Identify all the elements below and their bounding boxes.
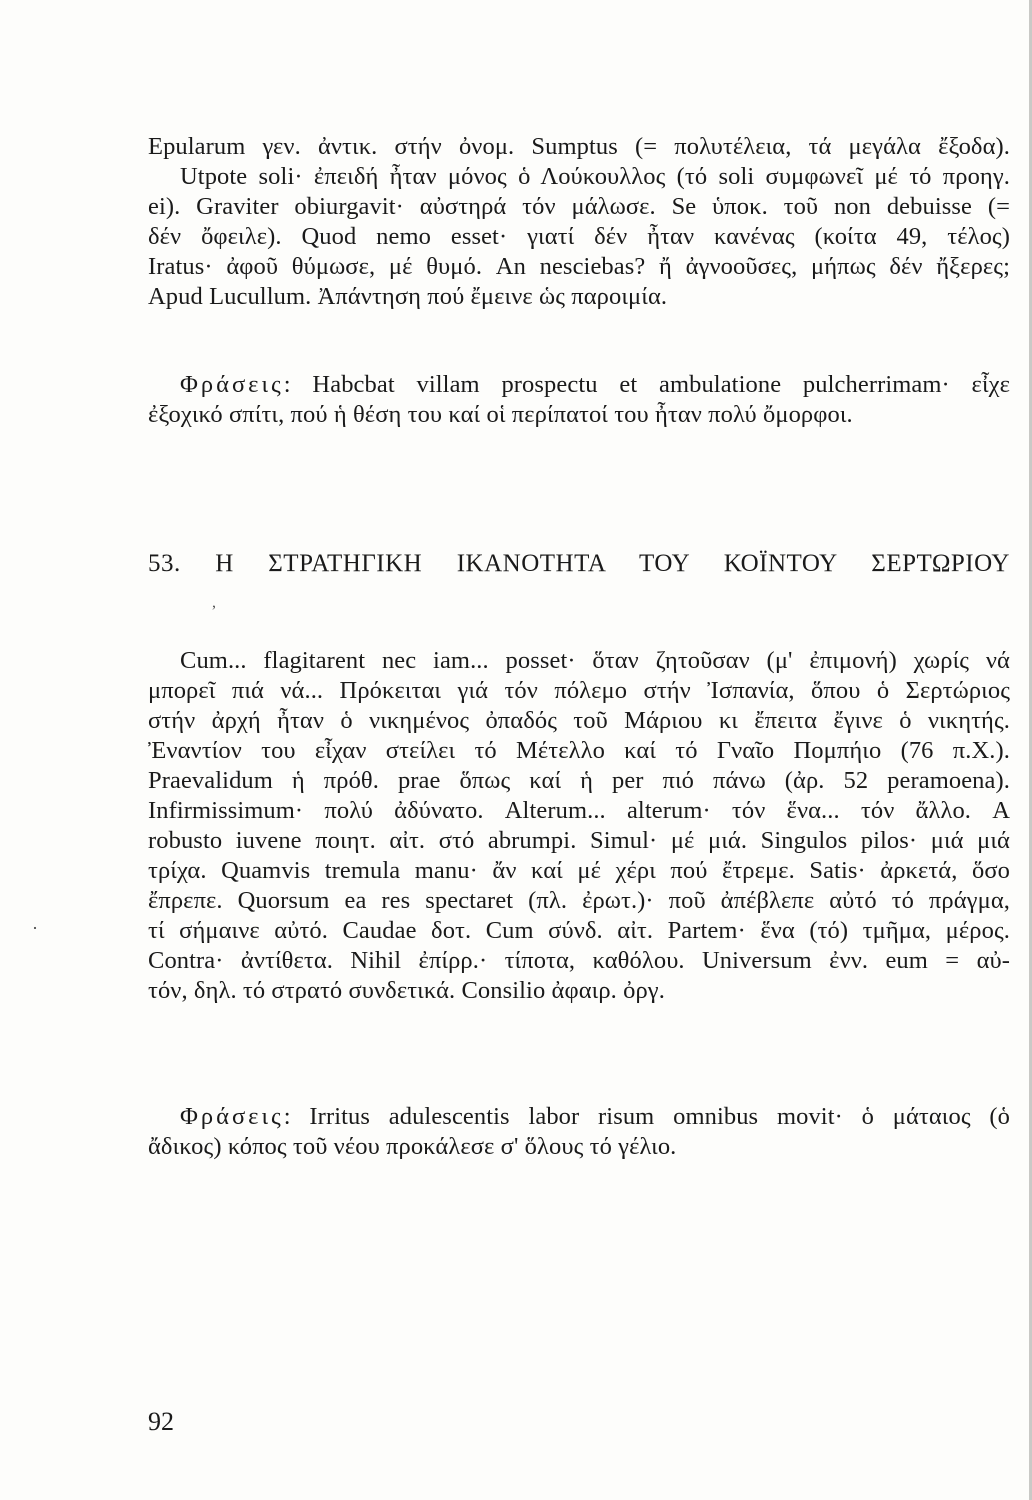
phrases-line (148, 370, 1010, 400)
stray-mark-dot: , (212, 594, 216, 611)
text-line: μπορεῖ πιά νά... Πρόκειται γιά τόν πόλεμο στήν Ἰσπανία, ὅπου ὁ Σερτώριος (148, 677, 1010, 704)
text-line: Infirmissimum· πολύ ἀδύνατο. Alterum... alterum· τόν ἕνα... τόν ἄλλο. A (148, 797, 1010, 824)
text-line: ἄδικος) κόπος τοῦ νέου προκάλεσε σ' ὅλους τό γέλιο. (148, 1133, 677, 1160)
phrases-block-1 (148, 370, 1010, 430)
phrases-text: : Irritus adulescentis labor risum omnibus movit· ὁ μάταιος (ὁ (283, 1103, 1010, 1130)
phrases-label: Φράσεις (180, 1103, 284, 1130)
paragraph-2 (148, 646, 1010, 1006)
margin-mark: · (32, 918, 38, 938)
text-line: Ἐναντίον του εἶχαν στείλει τό Μέτελλο καί τό Γναῖο Πομπήιο (76 π.Χ.). (148, 737, 1010, 764)
text-line: Contra· ἀντίθετα. Nihil ἐπίρρ.· τίποτα, καθόλου. Universum ἐνν. eum = αὐ- (148, 947, 1010, 974)
text-line: ei). Graviter obiurgavit· αὐστηρά τόν μάλωσε. Se ὑποκ. τοῦ non debuisse (= (148, 193, 1010, 220)
text-line: τί σήμαινε αὐτό. Caudae δοτ. Cum σύνδ. αἰτ. Partem· ἕνα (τό) τμῆμα, μέρος. (148, 917, 1010, 944)
phrases-label: Φράσεις (180, 371, 284, 398)
text-line: τρίχα. Quamvis tremula manu· ἄν καί μέ χέρι πού ἔτρεμε. Satis· ἀρκετά, ὅσο (148, 857, 1010, 884)
paragraph-1 (148, 132, 1010, 312)
phrases-text: : Habcbat villam prospectu et ambulatione pulcherrimam· εἶχε (283, 371, 1010, 398)
text-line: Epularum γεν. ἀντικ. στήν ὀνομ. Sumptus (= πολυτέλεια, τά μεγάλα ἔξοδα). (148, 133, 1010, 160)
text-line: στήν ἀρχή ἦταν ὁ νικημένος ὀπαδός τοῦ Μάριου κι ἔπειτα ἔγινε ὁ νικητής. (148, 707, 1010, 734)
page-number: 92 (148, 1407, 174, 1436)
text-line: Cum... flagitarent nec iam... posset· ὅταν ζητοῦσαν (μ' ἐπιμονή) χωρίς νά (180, 647, 1010, 674)
text-line: Iratus· ἀφοῦ θύμωσε, μέ θυμό. An nesciebas? ἤ ἀγνοοῦσες, μήπως δέν ἤξερες; (148, 253, 1010, 280)
text-line: Apud Lucullum. Ἀπάντηση πού ἔμεινε ὡς παροιμία. (148, 283, 668, 310)
text-line: ἐξοχικό σπίτι, πού ἡ θέση του καί οἱ περίπατοί του ἦταν πολύ ὄμορφοι. (148, 401, 853, 428)
text-line: δέν ὄφειλε). Quod nemo esset· γιατί δέν ἦταν κανένας (κοίτα 49, τέλος) (148, 223, 1010, 250)
phrases-block-2 (148, 1102, 1010, 1162)
text-line: Praevalidum ἡ πρόθ. prae ὅπως καί ἡ per πιό πάνω (ἀρ. 52 peramoena). (148, 767, 1010, 794)
text-line: robusto iuvene ποιητ. αἰτ. στό abrumpi. Simul· μέ μιά. Singulos pilos· μιά μιά (148, 827, 1010, 854)
phrases-line (148, 1102, 1010, 1132)
text-line: Utpote soli· ἐπειδή ἦταν μόνος ὁ Λούκουλλος (τό soli συμφωνεῖ μέ τό προηγ. (180, 163, 1010, 190)
section-heading: 53. Η ΣΤΡΑΤΗΓΙΚΗ ΙΚΑΝΟΤΗΤΑ ΤΟΥ ΚΟΪΝΤΟΥ ΣΕΡΤΩΡΙΟΥ (148, 550, 1010, 577)
text-line: ἔπρεπε. Quorsum ea res spectaret (πλ. ἐρωτ.)· ποῦ ἀπέβλεπε αὐτό τό πράγμα, (148, 887, 1010, 914)
text-line: τόν, δηλ. τό στρατό συνδετικά. Consilio ἀφαιρ. ὀργ. (148, 977, 665, 1004)
